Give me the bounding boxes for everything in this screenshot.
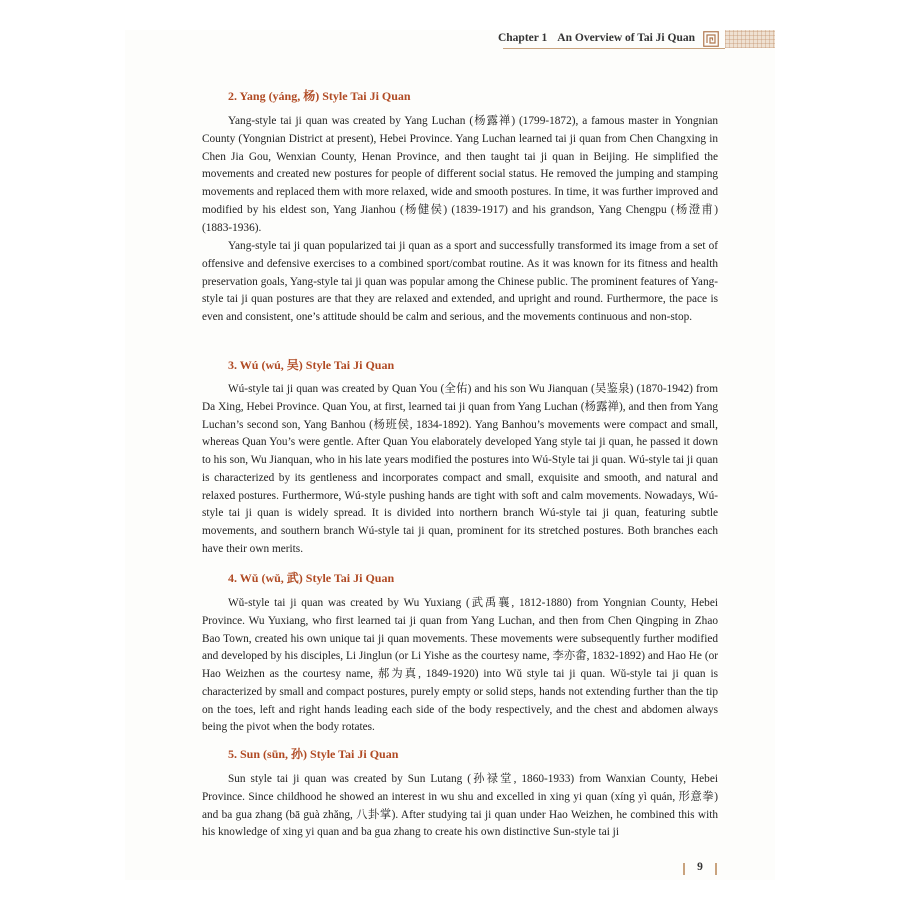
section-heading-yang: 2. Yang (yáng, 杨) Style Tai Ji Quan: [228, 89, 411, 103]
section-body-yang-1: [202, 113, 718, 237]
header-decorative-pattern: [725, 30, 775, 48]
paragraph: Yang-style tai ji quan was created by Yang Luchan (杨露禅) (1799-1872), a famous master in Yongnian County (Yongnian District at present), Hebei Province. Yang Luchan learned tai ji quan from Chen Changxing in Chen Jia Gou, Wenxian County, Henan Province, and then taught tai ji quan in Beijing. He simplified the movements and created new postures for people of different social status. He removed the jumping and stamping movements and replaced them with more relaxed, wide and smooth postures. In time, it was further improved and modified by his eldest son, Yang Jianhou (杨健侯) (1839-1917) and his grandson, Yang Chengpu (杨澄甫) (1883-1936).: [202, 115, 718, 234]
page-footer: [683, 861, 717, 877]
paragraph: Wú-style tai ji quan was created by Quan You (全佑) and his son Wu Jianquan (吴鉴泉) (1870-1942) from Da Xing, Hebei Province. Quan You, at first, learned tai ji quan from Yang Luchan (杨露禅), and then from Yang Luchan’s second son, Yang Banhou (杨班侯, 1834-1892). Yang Banhou’s movements were compact and small, whereas Quan You’s were gentle. After Quan You elaborately developed Yang style tai ji quan, he passed it down to his son, Wu Jianquan, who in his late years modified the postures into Wú-Style tai ji quan. Wú-style tai ji quan is characterized by its gentleness and incorporates compact and small, exquisite and smooth, and natural and relaxed postures. Furthermore, Wú-style pushing hands are tight with soft and calm movements. Nowadays, Wú-style tai ji quan is widely spread. It is divided into northern branch Wú-style tai ji quan, featuring subtle movements, and southern branch Wú-style tai ji quan, prominent for its stretched postures. Both branches each have their own merits.: [202, 383, 718, 555]
section-heading-sun: 5. Sun (sūn, 孙) Style Tai Ji Quan: [228, 747, 399, 761]
paragraph: Wǔ-style tai ji quan was created by Wu Yuxiang (武禹襄, 1812-1880) from Yongnian County, Hebei Province. Wu Yuxiang, who first learned tai ji quan from Yang Luchan, and then from Chen Qingping in Zhao Bao Town, created his own unique tai ji quan movements. These movements were subsequently further modified and developed by his disciples, Li Jinglun (or Li Yishe as the courtesy name, 李亦畬, 1832-1892) and Hao He (or Hao Weizhen as the courtesy name, 郝为真, 1849-1920) into Wǔ style tai ji quan. Wǔ-style tai ji quan is characterized by small and compact postures, purely empty or solid steps, hands not extending further than the tip on the toes, left and right hands leading each side of the body respectively, and the chest and abdomen always being the pivot when the body rotates.: [202, 597, 718, 734]
section-body-yang-2: [202, 238, 718, 327]
header-rule: [503, 48, 725, 49]
section-body-sun: [202, 771, 718, 842]
fret-pattern-icon: [703, 31, 719, 47]
paragraph: Yang-style tai ji quan popularized tai ji quan as a sport and successfully transformed its image from a set of offensive and defensive exercises to a combined sport/combat routine. As it was known for its fitness and health preservation goals, Yang-style tai ji quan was popular among the Chinese public. The prominent features of Yang-style tai ji quan postures are that they are relaxed and extended, and upright and round. Furthermore, the pace is even and consistent, one’s attitude should be calm and serious, and the movements continuous and non-stop.: [202, 240, 718, 323]
section-heading-wu-martial: 4. Wǔ (wǔ, 武) Style Tai Ji Quan: [228, 571, 395, 585]
running-header: [125, 30, 775, 48]
page-number: 9: [697, 861, 703, 873]
footer-bar-right: [715, 863, 717, 875]
section-heading-wu-hao: 3. Wú (wú, 吴) Style Tai Ji Quan: [228, 358, 395, 372]
section-body-wu-martial: [202, 595, 718, 737]
chapter-title: An Overview of Tai Ji Quan: [557, 32, 695, 44]
section-body-wu-hao: [202, 381, 718, 559]
paragraph: Sun style tai ji quan was created by Sun Lutang (孙禄堂, 1860-1933) from Wanxian County, Hebei Province. Since childhood he showed an interest in wu shu and excelled in xing yi quan (xíng yì quán, 形意拳) and ba gua zhang (bā guà zhǎng, 八卦掌). After studying tai ji quan under Hao Weizhen, he combined this with his knowledge of xing yi quan and ba gua zhang to create his own distinctive Sun-style tai ji: [202, 773, 718, 839]
running-header-title: [498, 32, 695, 44]
chapter-number: Chapter 1: [497, 32, 548, 44]
